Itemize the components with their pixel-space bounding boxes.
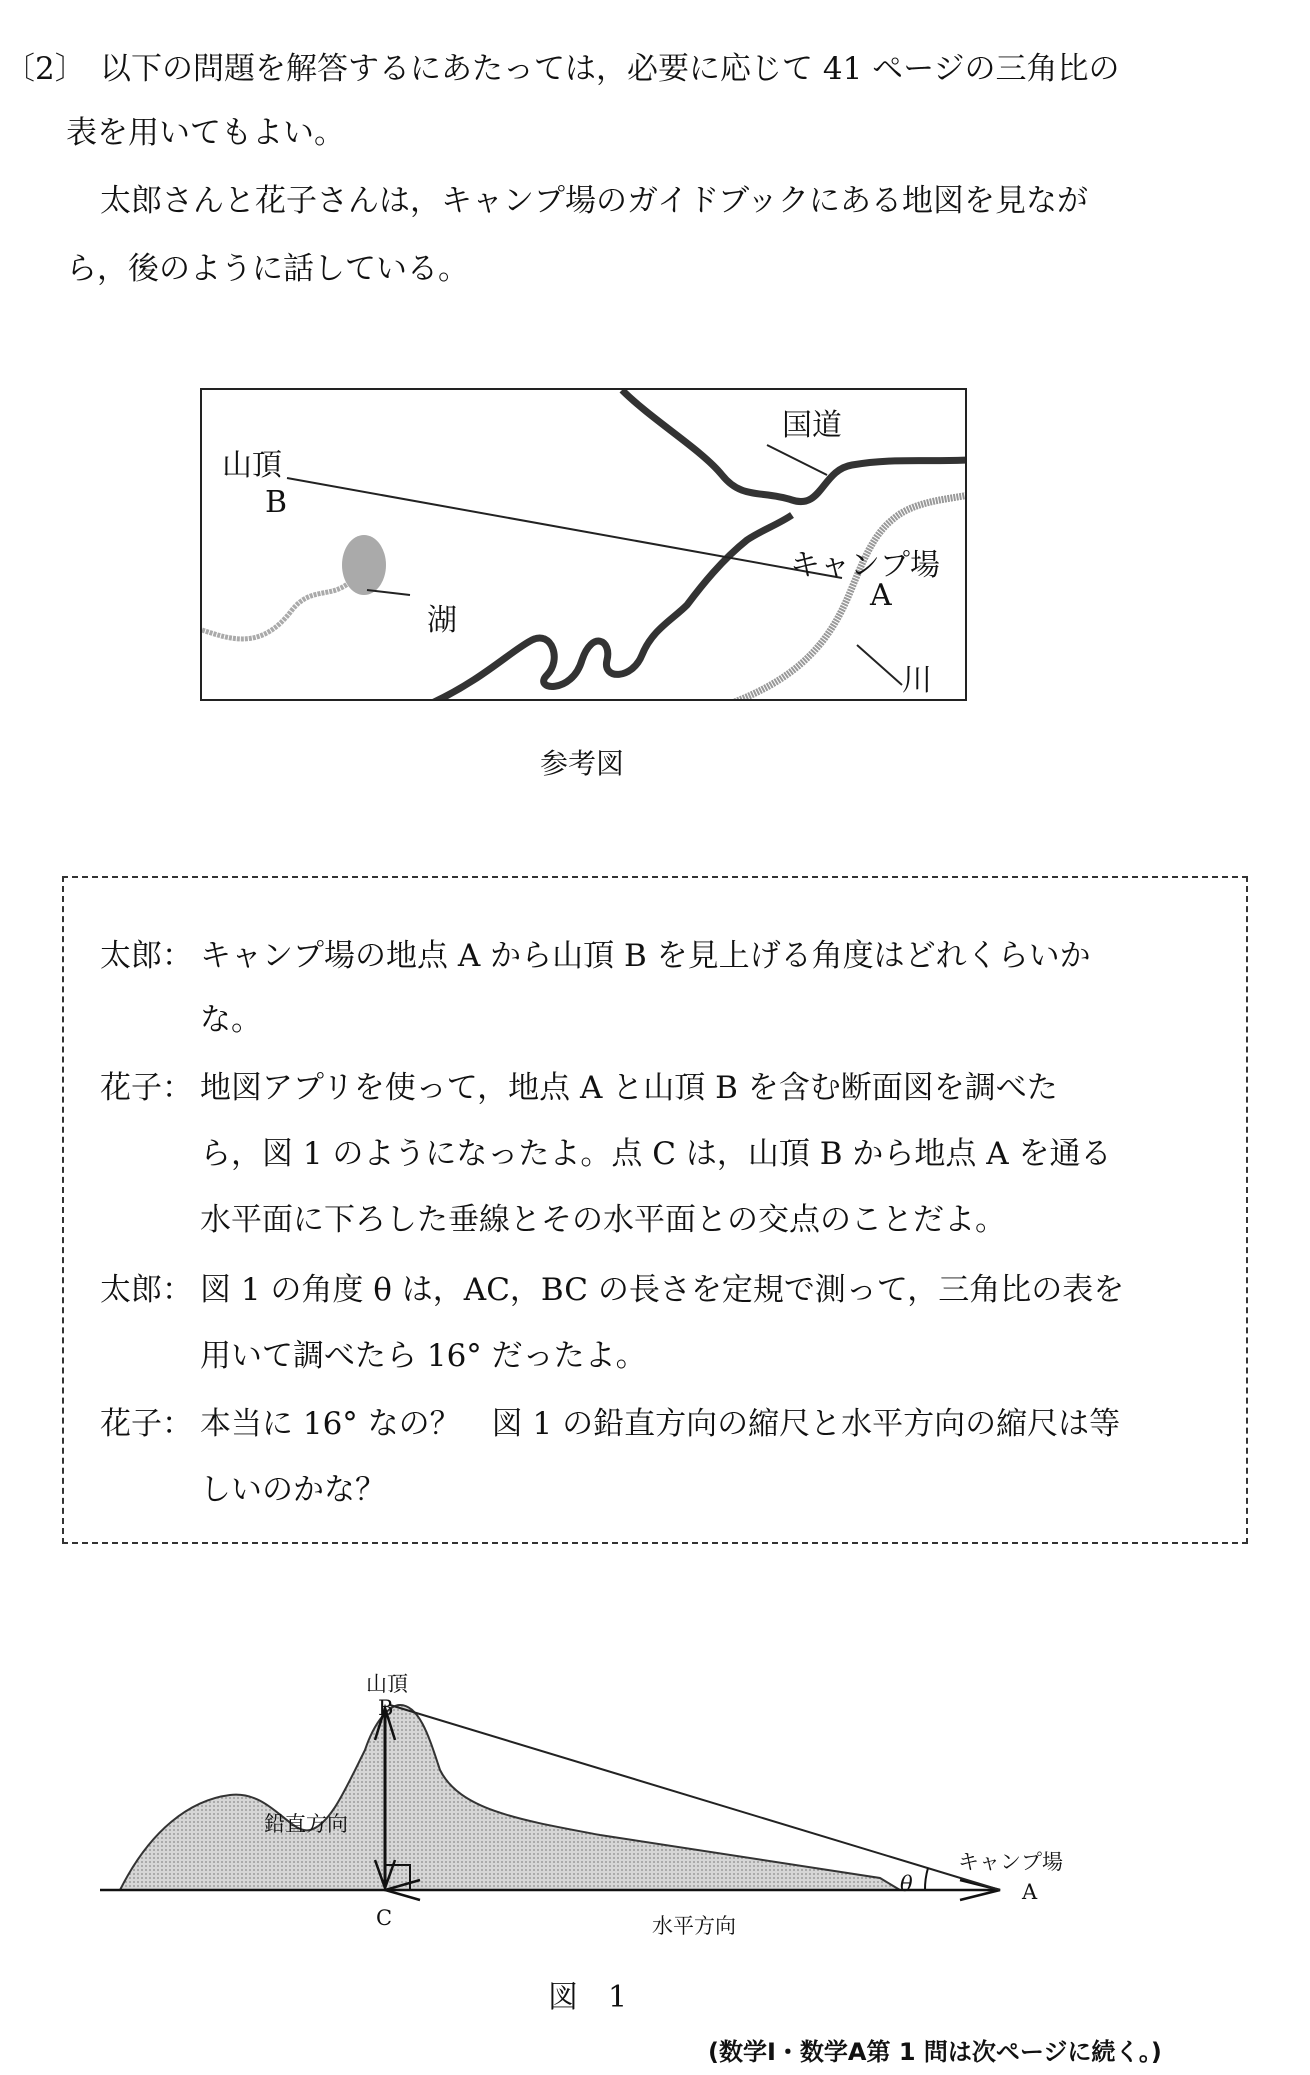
label-lake: 湖 (427, 603, 457, 638)
reference-map (200, 388, 967, 701)
dialogue-2-line-3: 水平面に下ろした垂線とその水平面との交点のことだよ。 (200, 1202, 1006, 1238)
terrain-profile (120, 1705, 900, 1890)
fig1-label-vertical: 鉛直方向 (264, 1812, 348, 1836)
paragraph-line-1: 太郎さんと花子さんは，キャンプ場のガイドブックにある地図を見なが (100, 183, 1088, 219)
main-road-path (432, 515, 792, 701)
dialogue-1-line-2: な。 (200, 1002, 262, 1038)
leader-lake (367, 590, 410, 595)
label-summit: 山頂 (222, 448, 282, 483)
dialogue-4-line-1: 本当に 16° なの？ 図 1 の鉛直方向の縮尺と水平方向の縮尺は等 (200, 1406, 1121, 1442)
map-caption: 参考図 (540, 747, 625, 780)
label-campsite: キャンプ場 (790, 548, 940, 583)
speaker-taro: 太郎： (100, 1272, 193, 1308)
label-point-b: B (265, 485, 288, 520)
figure-1-drawing (0, 1640, 1310, 2020)
dialogue-2-line-2: ら，図 1 のようになったよ。点 C は，山頂 B から地点 A を通る (200, 1136, 1112, 1172)
fig1-label-campsite: キャンプ場 (958, 1850, 1063, 1874)
dialogue-1-line-1: キャンプ場の地点 A から山頂 B を見上げる角度はどれくらいか (200, 938, 1091, 974)
fig1-label-theta: θ (900, 1872, 913, 1896)
leader-river (857, 645, 902, 685)
fig1-label-c: C (376, 1906, 393, 1930)
label-national-road: 国道 (782, 408, 842, 443)
dialogue-3-line-2: 用いて調べたら 16° だったよ。 (200, 1338, 647, 1374)
paragraph-line-2: ら，後のように話している。 (66, 251, 469, 287)
dialogue-2-line-1: 地図アプリを使って，地点 A と山頂 B を含む断面図を調べた (200, 1070, 1058, 1106)
fig1-label-summit: 山頂 (366, 1672, 408, 1696)
stream-path (202, 580, 352, 639)
intro-line-2: 表を用いてもよい。 (66, 115, 345, 151)
dialogue-3-line-1: 図 1 の角度 θ は，AC，BC の長さを定規で測って，三角比の表を (200, 1272, 1125, 1308)
label-river: 川 (902, 663, 932, 698)
speaker-taro: 太郎： (100, 938, 193, 974)
fig1-label-b: B (378, 1696, 394, 1720)
speaker-hanako: 花子： (100, 1406, 193, 1442)
leader-road (767, 445, 827, 475)
dialogue-4-line-2: しいのかな？ (200, 1472, 386, 1508)
figure-1-caption: 図 1 (548, 1980, 628, 2015)
lake-shape (342, 535, 386, 595)
problem-number: 〔2〕 (4, 51, 86, 87)
speaker-hanako: 花子： (100, 1070, 193, 1106)
angle-arc (925, 1868, 928, 1890)
fig1-label-horizontal: 水平方向 (652, 1914, 736, 1938)
label-point-a: A (870, 578, 892, 613)
fig1-label-a: A (1022, 1880, 1038, 1904)
continued-footer: (数学Ⅰ・数学A第 1 問は次ページに続く。) (708, 2038, 1162, 2066)
intro-line-1: 以下の問題を解答するにあたっては，必要に応じて 41 ページの三角比の (100, 51, 1120, 87)
